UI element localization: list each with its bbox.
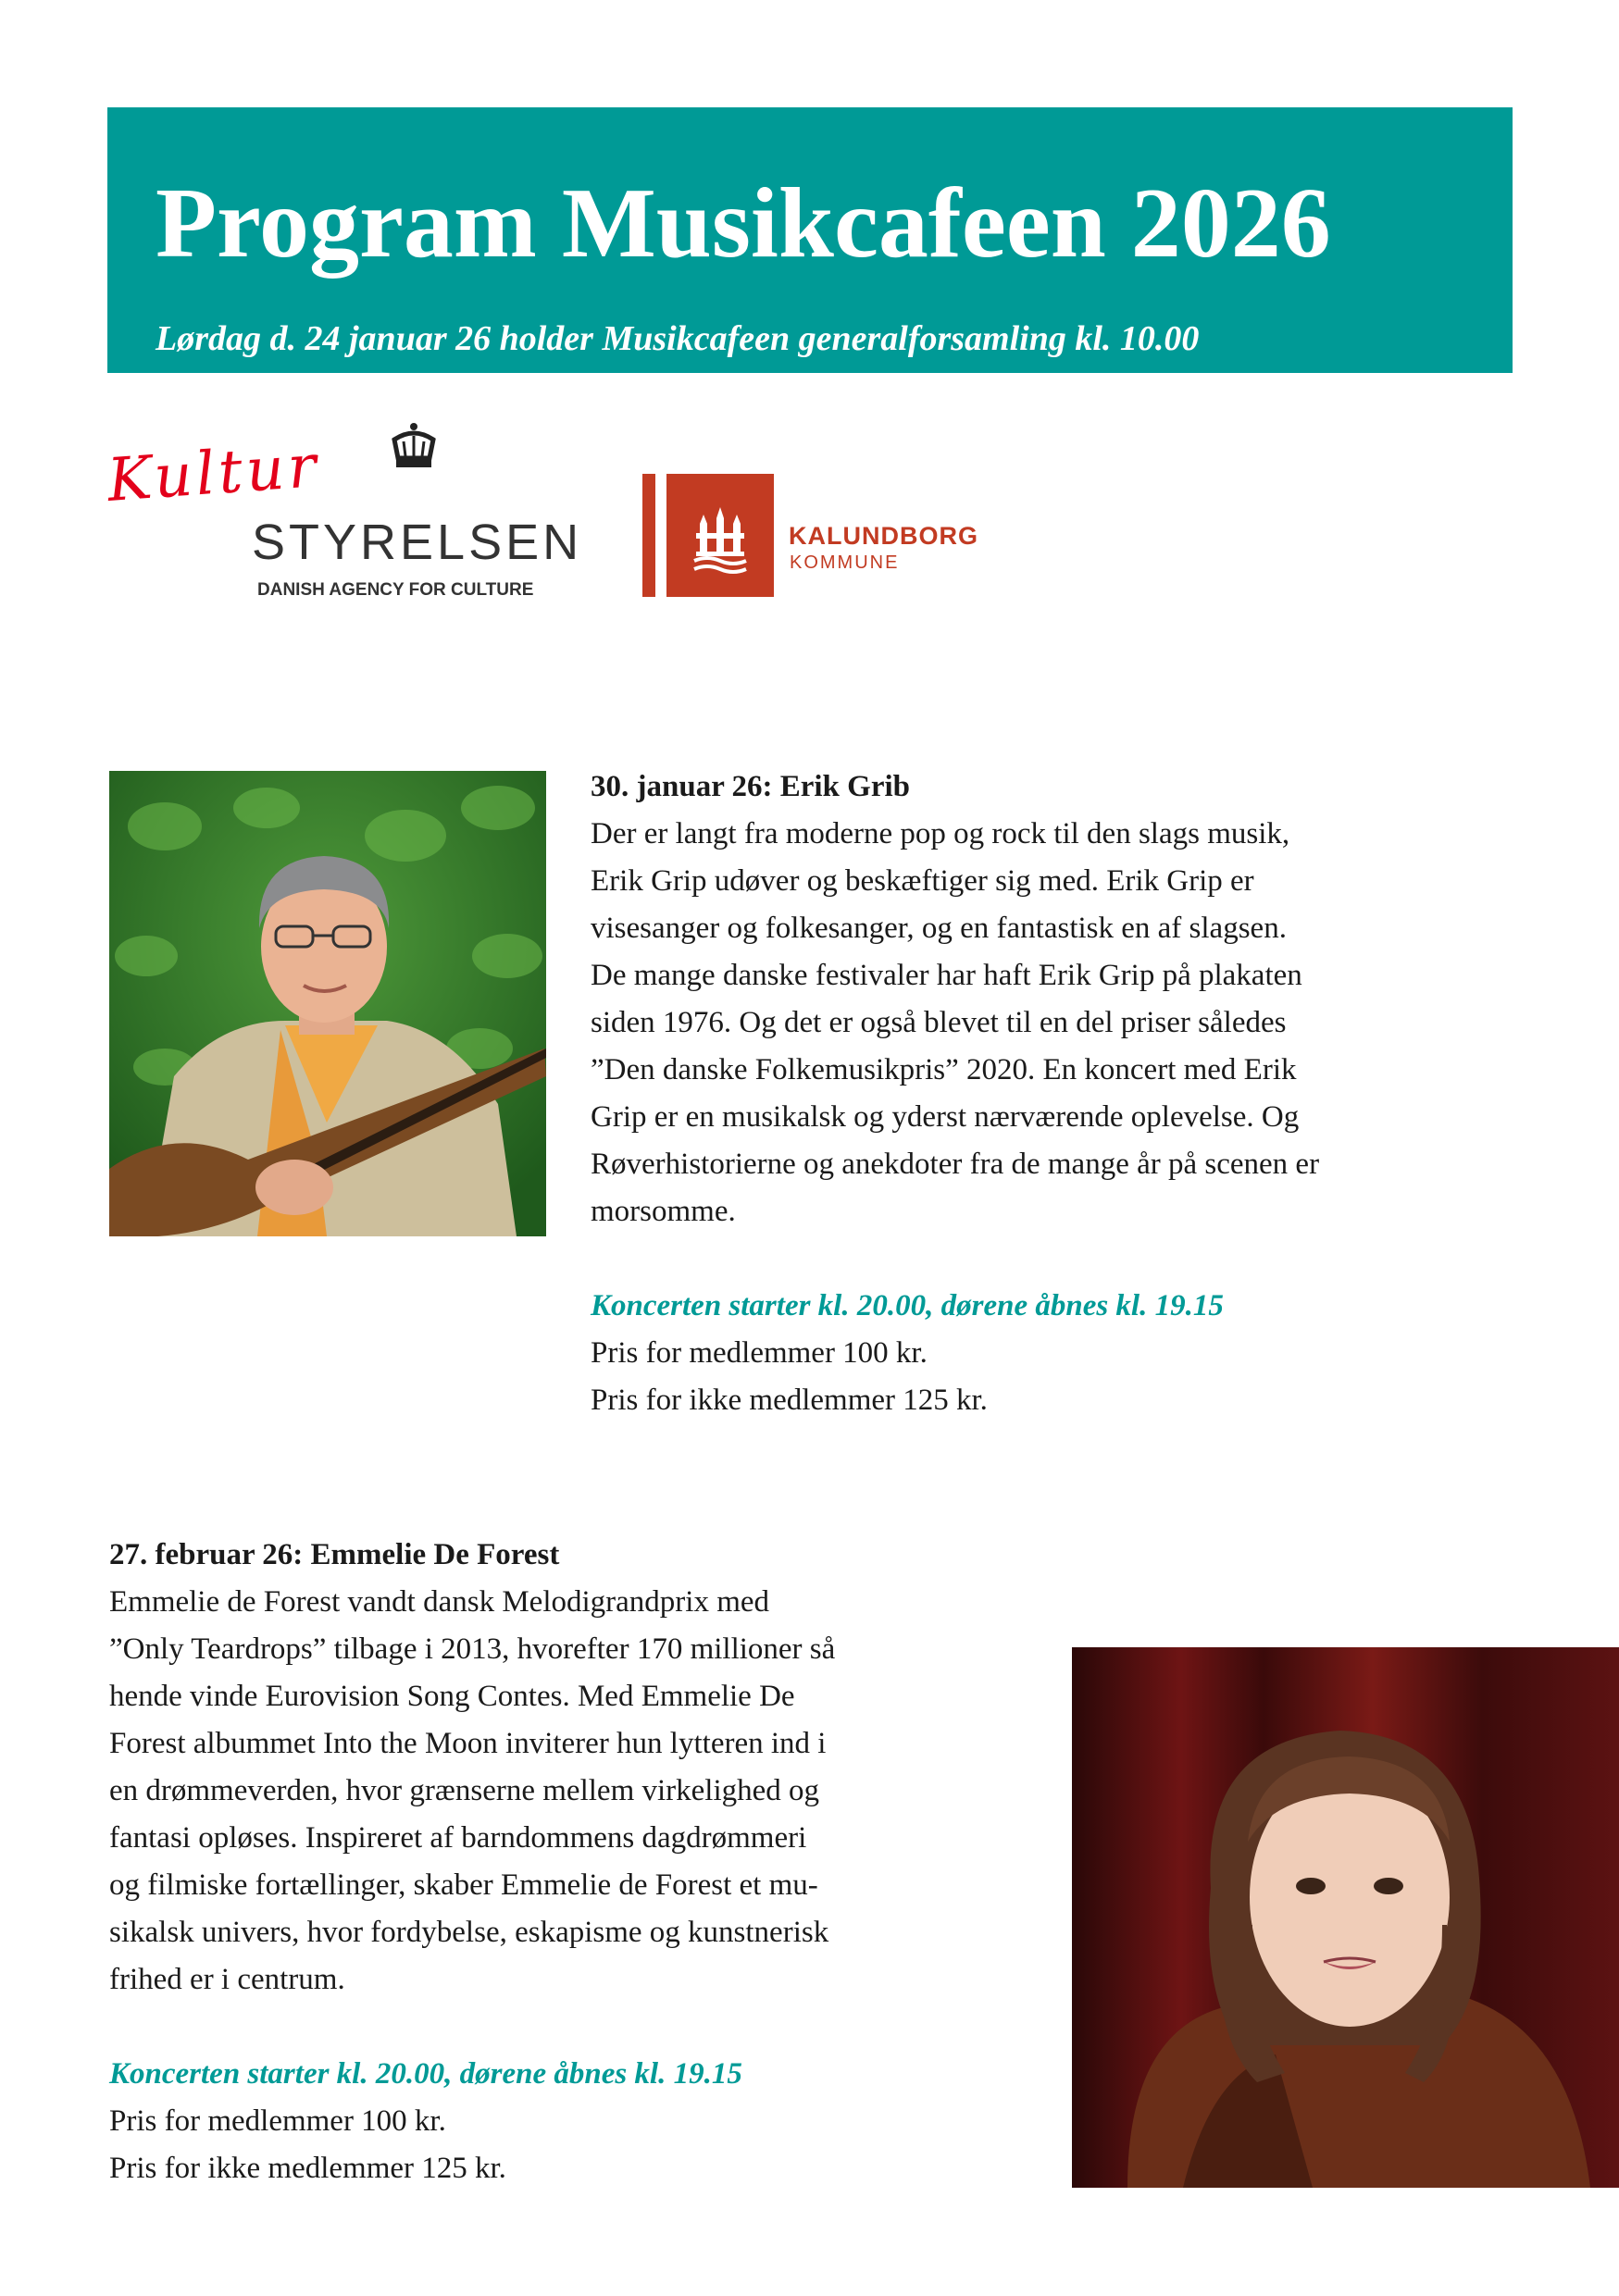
price-non-members: Pris for ikke medlemmer 125 kr. xyxy=(109,2152,506,2185)
event-title: 27. februar 26: Emmelie De Forest xyxy=(109,1538,560,1571)
kalundborg-name: KALUNDBORG xyxy=(789,522,978,550)
kulturstyrelsen-logo xyxy=(102,421,583,606)
crown-icon xyxy=(387,421,441,473)
event-erik-grip xyxy=(591,763,1516,1424)
page-title: Program Musikcafeen 2026 xyxy=(156,168,1331,279)
description-line: Røverhistorierne og anekdoter fra de mange år på scenen er xyxy=(591,1148,1320,1181)
emmelie-de-forest-photo xyxy=(1072,1647,1619,2188)
description-line: hende vinde Eurovision Song Contes. Med Emmelie De xyxy=(109,1680,795,1713)
concert-start-note: Koncerten starter kl. 20.00, dørene åbnes kl. 19.15 xyxy=(591,1289,1224,1322)
erik-grip-photo xyxy=(109,771,546,1236)
header-banner xyxy=(107,107,1513,373)
kultur-script-text: Kultur xyxy=(105,432,322,515)
description-line: De mange danske festivaler har haft Erik Grip på plakaten xyxy=(591,959,1302,992)
styrelsen-text: STYRELSEN xyxy=(252,515,583,570)
description-line: morsomme. xyxy=(591,1195,736,1228)
description-line: ”Only Teardrops” tilbage i 2013, hvorefter 170 millioner så xyxy=(109,1632,836,1666)
event-emmelie-de-forest xyxy=(109,1532,1053,2192)
description-line: visesanger og folkesanger, og en fantastisk en af slagsen. xyxy=(591,912,1287,945)
description-line: Der er langt fra moderne pop og rock til den slags musik, xyxy=(591,817,1290,850)
kalundborg-logo xyxy=(642,474,1031,599)
description-line: Forest albummet Into the Moon inviterer hun lytteren ind i xyxy=(109,1727,827,1760)
agency-tagline: DANISH AGENCY FOR CULTURE xyxy=(257,580,534,600)
description-line: Emmelie de Forest vandt dansk Melodigrandprix med xyxy=(109,1585,770,1619)
kalundborg-sub: KOMMUNE xyxy=(790,552,900,573)
description-line: siden 1976. Og det er også blevet til en del priser således xyxy=(591,1006,1287,1039)
description-line: sikalsk univers, hvor fordybelse, eskapisme og kunstnerisk xyxy=(109,1916,829,1949)
event-title: 30. januar 26: Erik Grib xyxy=(591,770,911,803)
price-members: Pris for medlemmer 100 kr. xyxy=(591,1336,928,1370)
castle-icon xyxy=(666,474,774,597)
logo-block xyxy=(666,474,774,597)
price-members: Pris for medlemmer 100 kr. xyxy=(109,2104,446,2138)
concert-start-note: Koncerten starter kl. 20.00, dørene åbnes kl. 19.15 xyxy=(109,2057,742,2091)
page-subtitle: Lørdag d. 24 januar 26 holder Musikcafeen generalforsamling kl. 10.00 xyxy=(156,319,1200,358)
description-line: en drømmeverden, hvor grænserne mellem virkelighed og xyxy=(109,1774,820,1807)
price-non-members: Pris for ikke medlemmer 125 kr. xyxy=(591,1384,988,1417)
description-line: og filmiske fortællinger, skaber Emmelie de Forest et mu- xyxy=(109,1868,818,1902)
description-line: frihed er i centrum. xyxy=(109,1963,345,1996)
description-line: Erik Grip udøver og beskæftiger sig med. Erik Grip er xyxy=(591,864,1254,898)
description-line: Grip er en musikalsk og yderst nærværende oplevelse. Og xyxy=(591,1100,1300,1134)
description-line: fantasi opløses. Inspireret af barndommens dagdrømmeri xyxy=(109,1821,807,1855)
description-line: ”Den danske Folkemusikpris” 2020. En koncert med Erik xyxy=(591,1053,1297,1086)
logo-bar xyxy=(642,474,655,597)
